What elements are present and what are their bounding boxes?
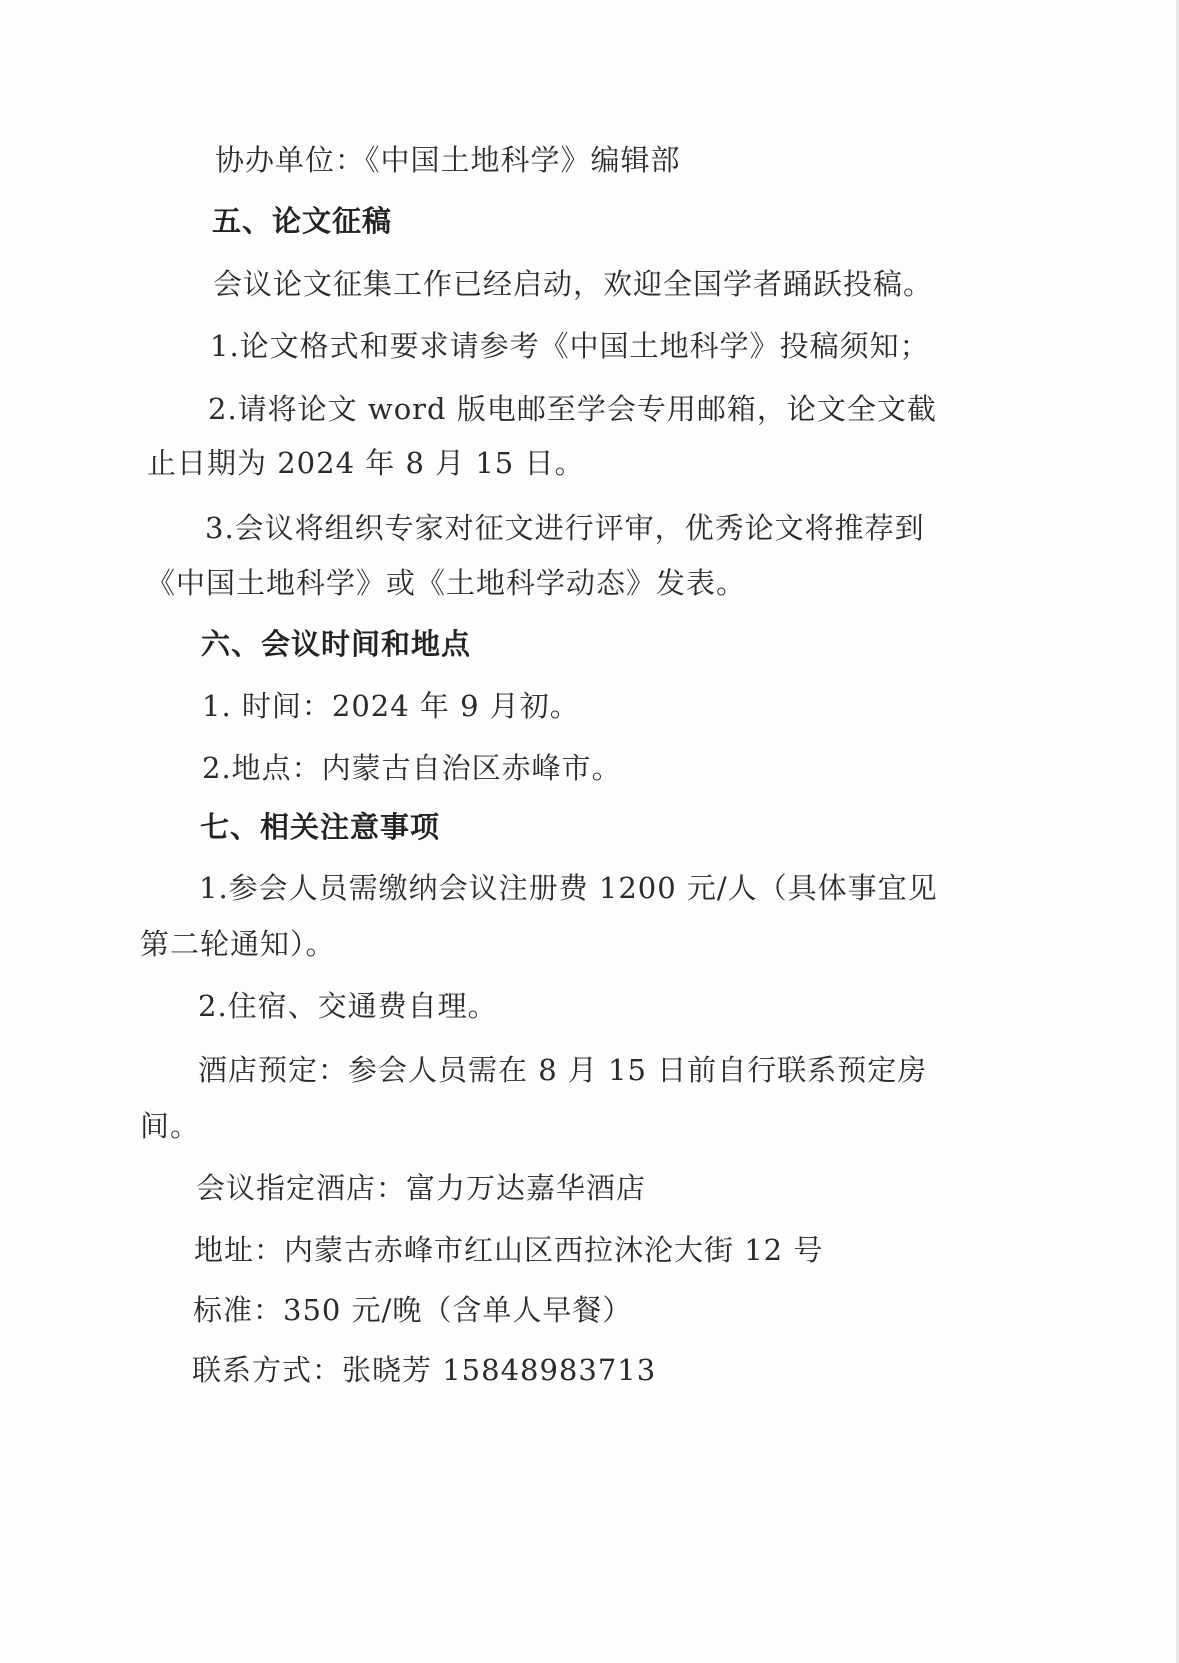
note-item-1-line-1: 1.参会人员需缴纳会议注册费 1200 元/人（具体事宜见 (199, 871, 938, 905)
designated-hotel: 会议指定酒店：富力万达嘉华酒店 (196, 1171, 647, 1205)
paper-item-2-line-1: 2.请将论文 word 版电邮至学会专用邮箱，论文全文截 (208, 392, 937, 426)
paper-item-1: 1.论文格式和要求请参考《中国土地科学》投稿须知； (210, 329, 930, 363)
hotel-booking-line-2: 间。 (140, 1109, 201, 1143)
call-for-papers-intro: 会议论文征集工作已经启动，欢迎全国学者踊跃投稿。 (213, 267, 934, 301)
hotel-address: 地址：内蒙古赤峰市红山区西拉沐沦大街 12 号 (194, 1233, 824, 1267)
note-item-2: 2.住宿、交通费自理。 (198, 989, 498, 1023)
paper-item-3-line-1: 3.会议将组织专家对征文进行评审，优秀论文将推荐到 (205, 511, 925, 545)
section-heading-time-place: 六、会议时间和地点 (201, 627, 472, 661)
meeting-place: 2.地点：内蒙古自治区赤峰市。 (202, 751, 622, 785)
hotel-rate: 标准：350 元/晚（含单人早餐） (193, 1293, 633, 1327)
hotel-booking-line-1: 酒店预定：参会人员需在 8 月 15 日前自行联系预定房 (198, 1053, 928, 1087)
paper-item-2-line-2: 止日期为 2024 年 8 月 15 日。 (147, 446, 585, 480)
paper-item-3-line-2: 《中国土地科学》或《土地科学动态》发表。 (146, 566, 747, 600)
contact-info: 联系方式：张晓芳 15848983713 (192, 1353, 657, 1387)
note-item-1-line-2: 第二轮通知）。 (140, 927, 336, 961)
section-heading-call-for-papers: 五、论文征稿 (212, 204, 393, 238)
co-organizer-line: 协办单位：《中国土地科学》编辑部 (215, 143, 681, 177)
meeting-time: 1. 时间：2024 年 9 月初。 (202, 689, 580, 723)
section-heading-notes: 七、相关注意事项 (200, 810, 441, 844)
